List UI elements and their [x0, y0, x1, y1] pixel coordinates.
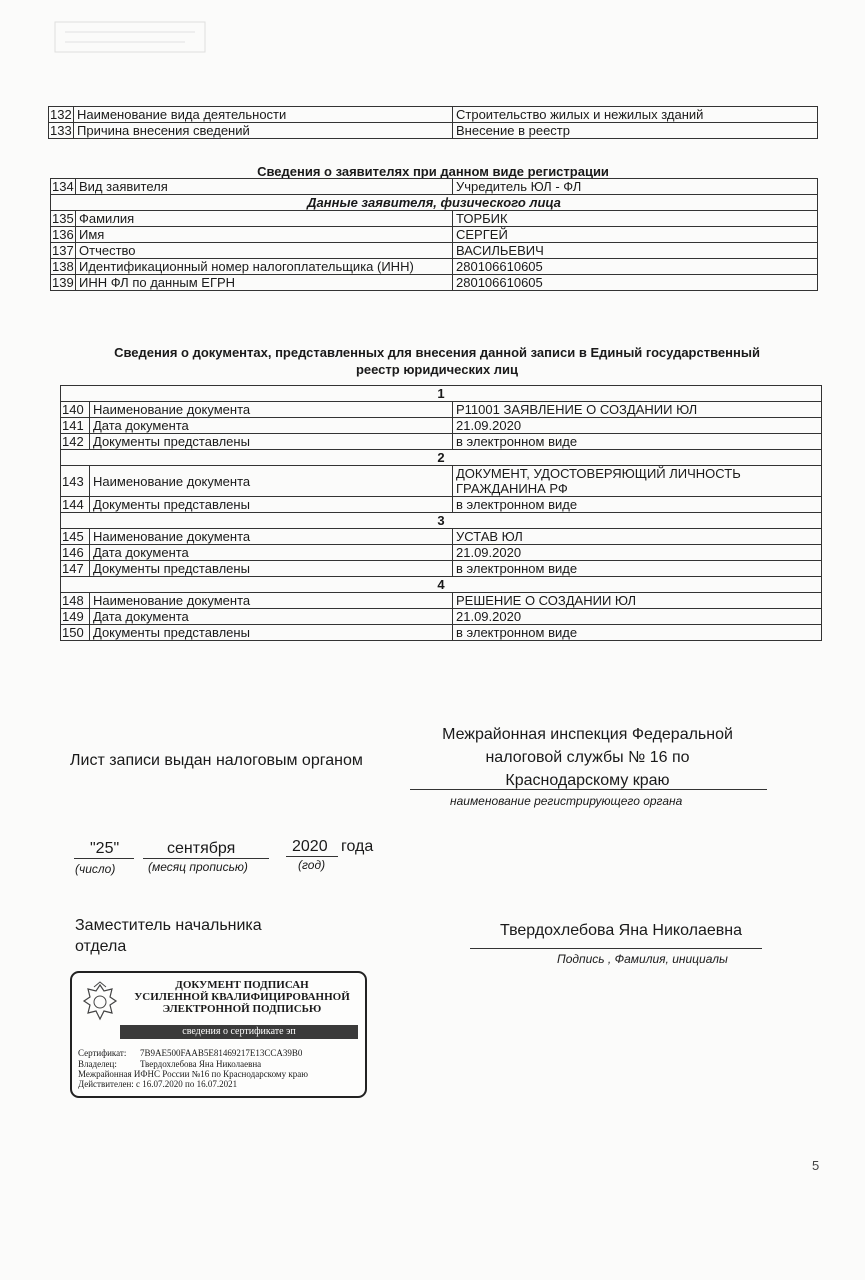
- row-label: Причина внесения сведений: [74, 123, 453, 139]
- row-number: 142: [61, 434, 90, 450]
- row-value: Строительство жилых и нежилых зданий: [453, 107, 818, 123]
- row-number: 146: [61, 545, 90, 561]
- table-row: [61, 609, 822, 625]
- date-day: "25": [90, 840, 120, 857]
- certificate-row: [78, 1048, 302, 1058]
- document-group-number: 1: [61, 386, 822, 402]
- date-month-underline: [143, 858, 269, 859]
- applicant-subheader: Данные заявителя, физического лица: [51, 195, 818, 211]
- electronic-signature-stamp: [70, 971, 367, 1098]
- row-label: Фамилия: [76, 211, 453, 227]
- row-label: Наименование вида деятельности: [74, 107, 453, 123]
- table-row: [51, 243, 818, 259]
- row-label: Дата документа: [90, 545, 453, 561]
- row-value: ВАСИЛЬЕВИЧ: [453, 243, 818, 259]
- row-label: ИНН ФЛ по данным ЕГРН: [76, 275, 453, 291]
- documents-title: [52, 344, 822, 378]
- authority-underline: [410, 789, 767, 790]
- row-number: 135: [52, 211, 74, 226]
- group-row: [61, 577, 822, 593]
- position-line: Заместитель начальника: [75, 917, 262, 934]
- row-label: Наименование документа: [90, 402, 453, 418]
- document-group-number: 2: [61, 450, 822, 466]
- row-value: 21.09.2020: [453, 609, 822, 625]
- row-number: 143: [61, 466, 90, 497]
- row-label: Наименование документа: [90, 529, 453, 545]
- signature-caption: Подпись , Фамилия, инициалы: [557, 952, 728, 966]
- table-subheader-row: [51, 195, 818, 211]
- row-number: 147: [61, 561, 90, 577]
- row-number: 133: [50, 123, 72, 138]
- row-value: 21.09.2020: [453, 545, 822, 561]
- table-row: [51, 259, 818, 275]
- date-month: сентября: [167, 840, 236, 857]
- row-value: РЕШЕНИЕ О СОЗДАНИИ ЮЛ: [453, 593, 822, 609]
- authority-caption: наименование регистрирующего органа: [450, 794, 683, 808]
- owner-value: Твердохлебова Яна Николаевна: [140, 1059, 262, 1069]
- row-value: 280106610605: [453, 259, 818, 275]
- row-number: 148: [61, 593, 90, 609]
- owner-row: [78, 1059, 261, 1069]
- row-number: 138: [52, 259, 74, 274]
- faded-stamp-mark: [15, 12, 215, 62]
- authority-line: налоговой службы № 16 по: [485, 749, 690, 766]
- certificate-info-bar: сведения о сертификате эп: [120, 1025, 358, 1039]
- row-value: 280106610605: [453, 275, 818, 291]
- row-number: 132: [50, 107, 72, 122]
- row-value: в электронном виде: [453, 497, 822, 513]
- row-label: Вид заявителя: [76, 179, 453, 195]
- signer-position: [75, 915, 262, 957]
- row-number: 136: [52, 227, 74, 242]
- group-row: [61, 513, 822, 529]
- row-label: Наименование документа: [90, 466, 453, 497]
- row-value: в электронном виде: [453, 561, 822, 577]
- row-label: Отчество: [76, 243, 453, 259]
- row-value: СЕРГЕЙ: [453, 227, 818, 243]
- table-row: [61, 545, 822, 561]
- table-row: [51, 211, 818, 227]
- validity-row: [78, 1079, 237, 1089]
- table-row: [51, 275, 818, 291]
- group-row: [61, 386, 822, 402]
- date-year-underline: [286, 856, 338, 857]
- table-row: [51, 227, 818, 243]
- row-value: ДОКУМЕНТ, УДОСТОВЕРЯЮЩИЙ ЛИЧНОСТЬ ГРАЖДАНИНА РФ: [453, 466, 822, 497]
- signer-name: Твердохлебова Яна Николаевна: [500, 922, 742, 939]
- table-row: [61, 418, 822, 434]
- certificate-label: Сертификат:: [78, 1048, 127, 1058]
- documents-title-line: Сведения о документах, представленных для внесения данной записи в Единый государственный: [114, 345, 760, 360]
- row-label: Документы представлены: [90, 434, 453, 450]
- applicants-table: [50, 178, 818, 291]
- row-value: Внесение в реестр: [453, 123, 818, 139]
- stamp-heading: [124, 979, 360, 1015]
- row-label: Имя: [76, 227, 453, 243]
- document-group-number: 3: [61, 513, 822, 529]
- applicants-title: Сведения о заявителях при данном виде регистрации: [257, 164, 609, 179]
- documents-table: [60, 385, 822, 641]
- table-row: [51, 179, 818, 195]
- table-row: [61, 561, 822, 577]
- authority-line: Краснодарскому краю: [505, 772, 670, 789]
- row-label: Дата документа: [90, 609, 453, 625]
- table-row: [61, 497, 822, 513]
- row-value: 21.09.2020: [453, 418, 822, 434]
- owner-org-row: Межрайонная ИФНС России №16 по Краснодарскому краю: [78, 1069, 308, 1079]
- table-row: [61, 529, 822, 545]
- row-number: 144: [61, 497, 90, 513]
- row-number: 134: [52, 179, 74, 194]
- signature-underline: [470, 948, 762, 949]
- authority-line: Межрайонная инспекция Федеральной: [442, 726, 733, 743]
- row-label: Документы представлены: [90, 625, 453, 641]
- stamp-heading-line: ДОКУМЕНТ ПОДПИСАН: [175, 979, 309, 991]
- date-year: 2020: [292, 838, 328, 855]
- row-label: Документы представлены: [90, 497, 453, 513]
- row-value: в электронном виде: [453, 625, 822, 641]
- page-number: 5: [812, 1158, 820, 1173]
- date-day-underline: [74, 858, 134, 859]
- row-value: в электронном виде: [453, 434, 822, 450]
- position-line: отдела: [75, 938, 127, 955]
- group-row: [61, 450, 822, 466]
- table-row: [49, 107, 818, 123]
- stamp-heading-line: УСИЛЕННОЙ КВАЛИФИЦИРОВАННОЙ: [134, 991, 350, 1003]
- certificate-value: 7B9AE500FAAB5E81469217E13CCA39B0: [140, 1048, 303, 1058]
- row-value: УСТАВ ЮЛ: [453, 529, 822, 545]
- table-row: [61, 625, 822, 641]
- row-number: 149: [61, 609, 90, 625]
- issued-label: Лист записи выдан налоговым органом: [70, 752, 363, 769]
- row-value: ТОРБИК: [453, 211, 818, 227]
- stamp-heading-line: ЭЛЕКТРОННОЙ ПОДПИСЬЮ: [162, 1003, 322, 1015]
- validity-value: с 16.07.2020 по 16.07.2021: [136, 1079, 238, 1089]
- validity-label: Действителен:: [78, 1079, 134, 1089]
- row-label: Наименование документа: [90, 593, 453, 609]
- date-year-caption: (год): [298, 858, 326, 872]
- row-number: 139: [52, 275, 74, 290]
- table-row: [61, 593, 822, 609]
- coat-of-arms-icon: [80, 981, 120, 1023]
- date-year-suffix: года: [341, 838, 374, 855]
- row-number: 145: [61, 529, 90, 545]
- owner-label: Владелец:: [78, 1059, 117, 1069]
- table-row: [61, 434, 822, 450]
- documents-title-line: реестр юридических лиц: [355, 362, 519, 377]
- date-day-caption: (число): [75, 862, 116, 876]
- table-row: [61, 466, 822, 497]
- registering-authority: [410, 723, 765, 792]
- table-row: [61, 402, 822, 418]
- row-number: 141: [61, 418, 90, 434]
- row-number: 137: [52, 243, 74, 258]
- row-label: Идентификационный номер налогоплательщика (ИНН): [76, 259, 453, 275]
- row-label: Дата документа: [90, 418, 453, 434]
- document-group-number: 4: [61, 577, 822, 593]
- row-number: 140: [61, 402, 90, 418]
- row-number: 150: [61, 625, 90, 641]
- date-month-caption: (месяц прописью): [148, 860, 248, 874]
- table-row: [49, 123, 818, 139]
- row-label: Документы представлены: [90, 561, 453, 577]
- activity-table: [48, 106, 818, 139]
- row-value: Учредитель ЮЛ - ФЛ: [453, 179, 818, 195]
- row-value: Р11001 ЗАЯВЛЕНИЕ О СОЗДАНИИ ЮЛ: [453, 402, 822, 418]
